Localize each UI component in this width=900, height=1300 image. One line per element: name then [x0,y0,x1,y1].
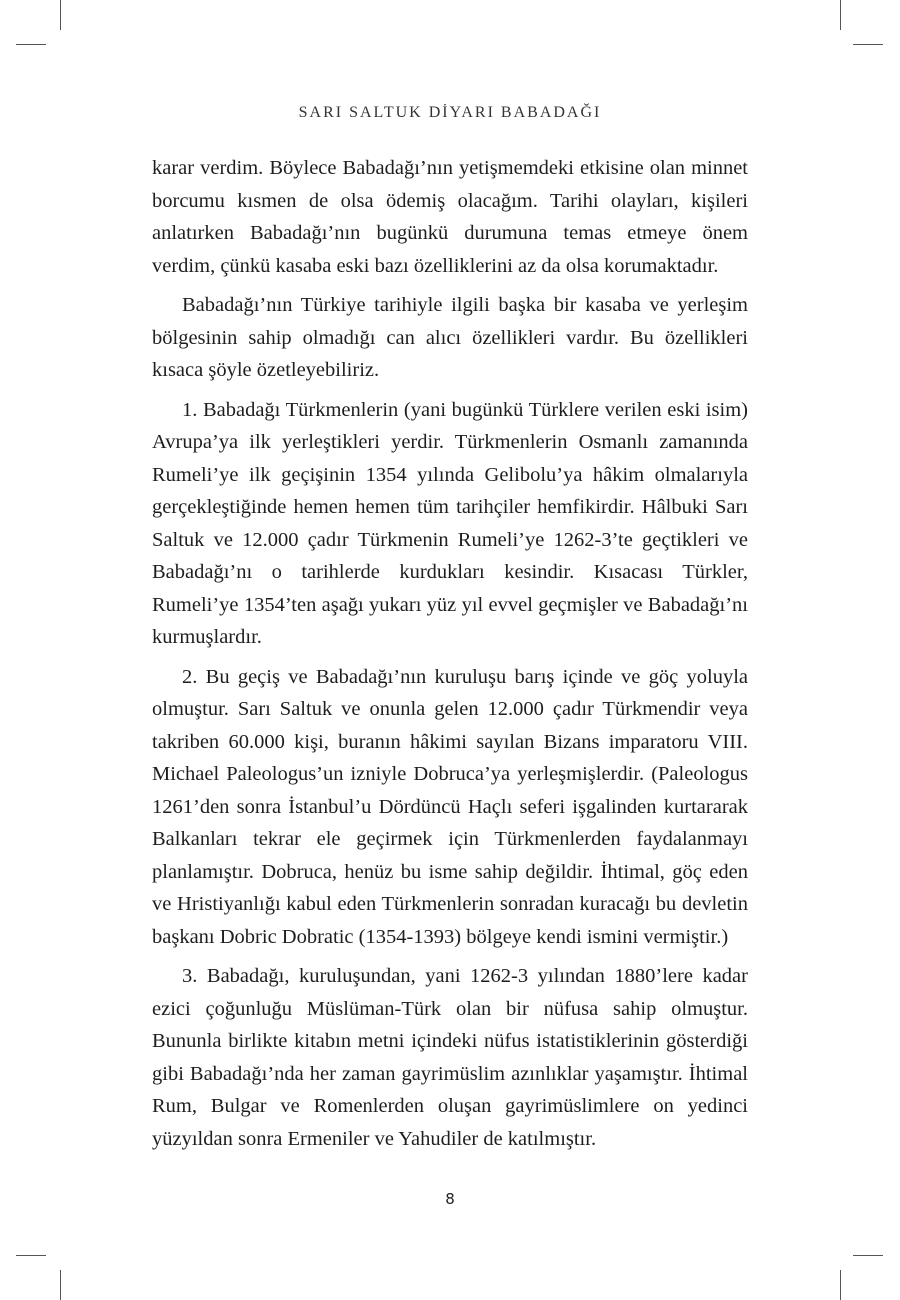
crop-mark [16,44,46,45]
crop-mark [853,44,883,45]
running-header: SARI SALTUK DİYARI BABADAĞI [298,104,602,121]
crop-mark [60,0,61,30]
paragraph: 1. Babadağı Türkmenlerin (yani bugünkü Türklere verilen eski isim) Avrupa’ya ilk yerleştikleri yerdir. Türkmenlerin Osmanlı zamanında Rumeli’ye ilk geçişinin 1354 yılında Gelibolu’ya hâkim olmalarıyla gerçekleştiğinde hemen hemen tüm tarihçiler hemfikirdir. Hâlbuki Sarı Saltuk ve 12.000 çadır Türkmenin Rumeli’ye 1262-3’te geçtikleri ve Babadağı’nı o tarihlerde kurdukları kesindir. Kısacası Türkler, Rumeli’ye 1354’ten aşağı yukarı yüz yıl evvel geçmişler ve Babadağı’nı kurmuşlardır. [152,398,748,648]
paragraph: 2. Bu geçiş ve Babadağı’nın kuruluşu barış içinde ve göç yoluyla olmuştur. Sarı Saltuk ve onunla gelen 12.000 çadır Türkmendir veya takriben 60.000 kişi, buranın hâkimi sayılan Bizans imparatoru VIII. Michael Paleologus’un izniyle Dobruca’ya yerleşmişlerdir. (Paleologus 1261’den sonra İstanbul’u Dördüncü Haçlı seferi işgalinden kurtararak Balkanları tekrar ele geçirmek için Türkmenlerden faydalanmayı planlamıştır. Dobruca, henüz bu isme sahip değildir. İhtimal, göç eden ve Hristiyanlığı kabul eden Türkmenlerin sonradan kuracağı bu devletin başkanı Dobric Dobratic (1354-1393) bölgeye kendi ismini vermiştir.) [152,665,748,948]
paragraph: Babadağı’nın Türkiye tarihiyle ilgili başka bir kasaba ve yerleşim bölgesinin sahip olmadığı can alıcı özellikleri vardır. Bu özellikleri kısaca şöyle özetleyebiliriz. [152,294,748,381]
page-body [152,152,748,1162]
crop-mark [840,0,841,30]
crop-mark [60,1270,61,1300]
paragraph: 3. Babadağı, kuruluşundan, yani 1262-3 yılından 1880’lere kadar ezici çoğunluğu Müslüman-Türk olan bir nüfusa sahip olmuştur. Bununla birlikte kitabın metni içindeki nüfus istatistiklerinin gösterdiği gibi Babadağı’nda her zaman gayrimüslim azınlıklar yaşamıştır. İhtimal Rum, Bulgar ve Romenlerden oluşan gayrimüslimlere on yedinci yüzyıldan sonra Ermeniler ve Yahudiler de katılmıştır. [152,965,748,1150]
crop-mark [853,1255,883,1256]
page-number: 8 [445,1190,455,1208]
crop-mark [16,1255,46,1256]
paragraph: karar verdim. Böylece Babadağı’nın yetişmemdeki etkisine olan minnet borcumu kısmen de olsa ödemiş olacağım. Tarihi olayları, kişileri anlatırken Babadağı’nın bugünkü durumuna temas etmeye önem verdim, çünkü kasaba eski bazı özelliklerini az da olsa korumaktadır. [152,157,748,277]
crop-mark [840,1270,841,1300]
